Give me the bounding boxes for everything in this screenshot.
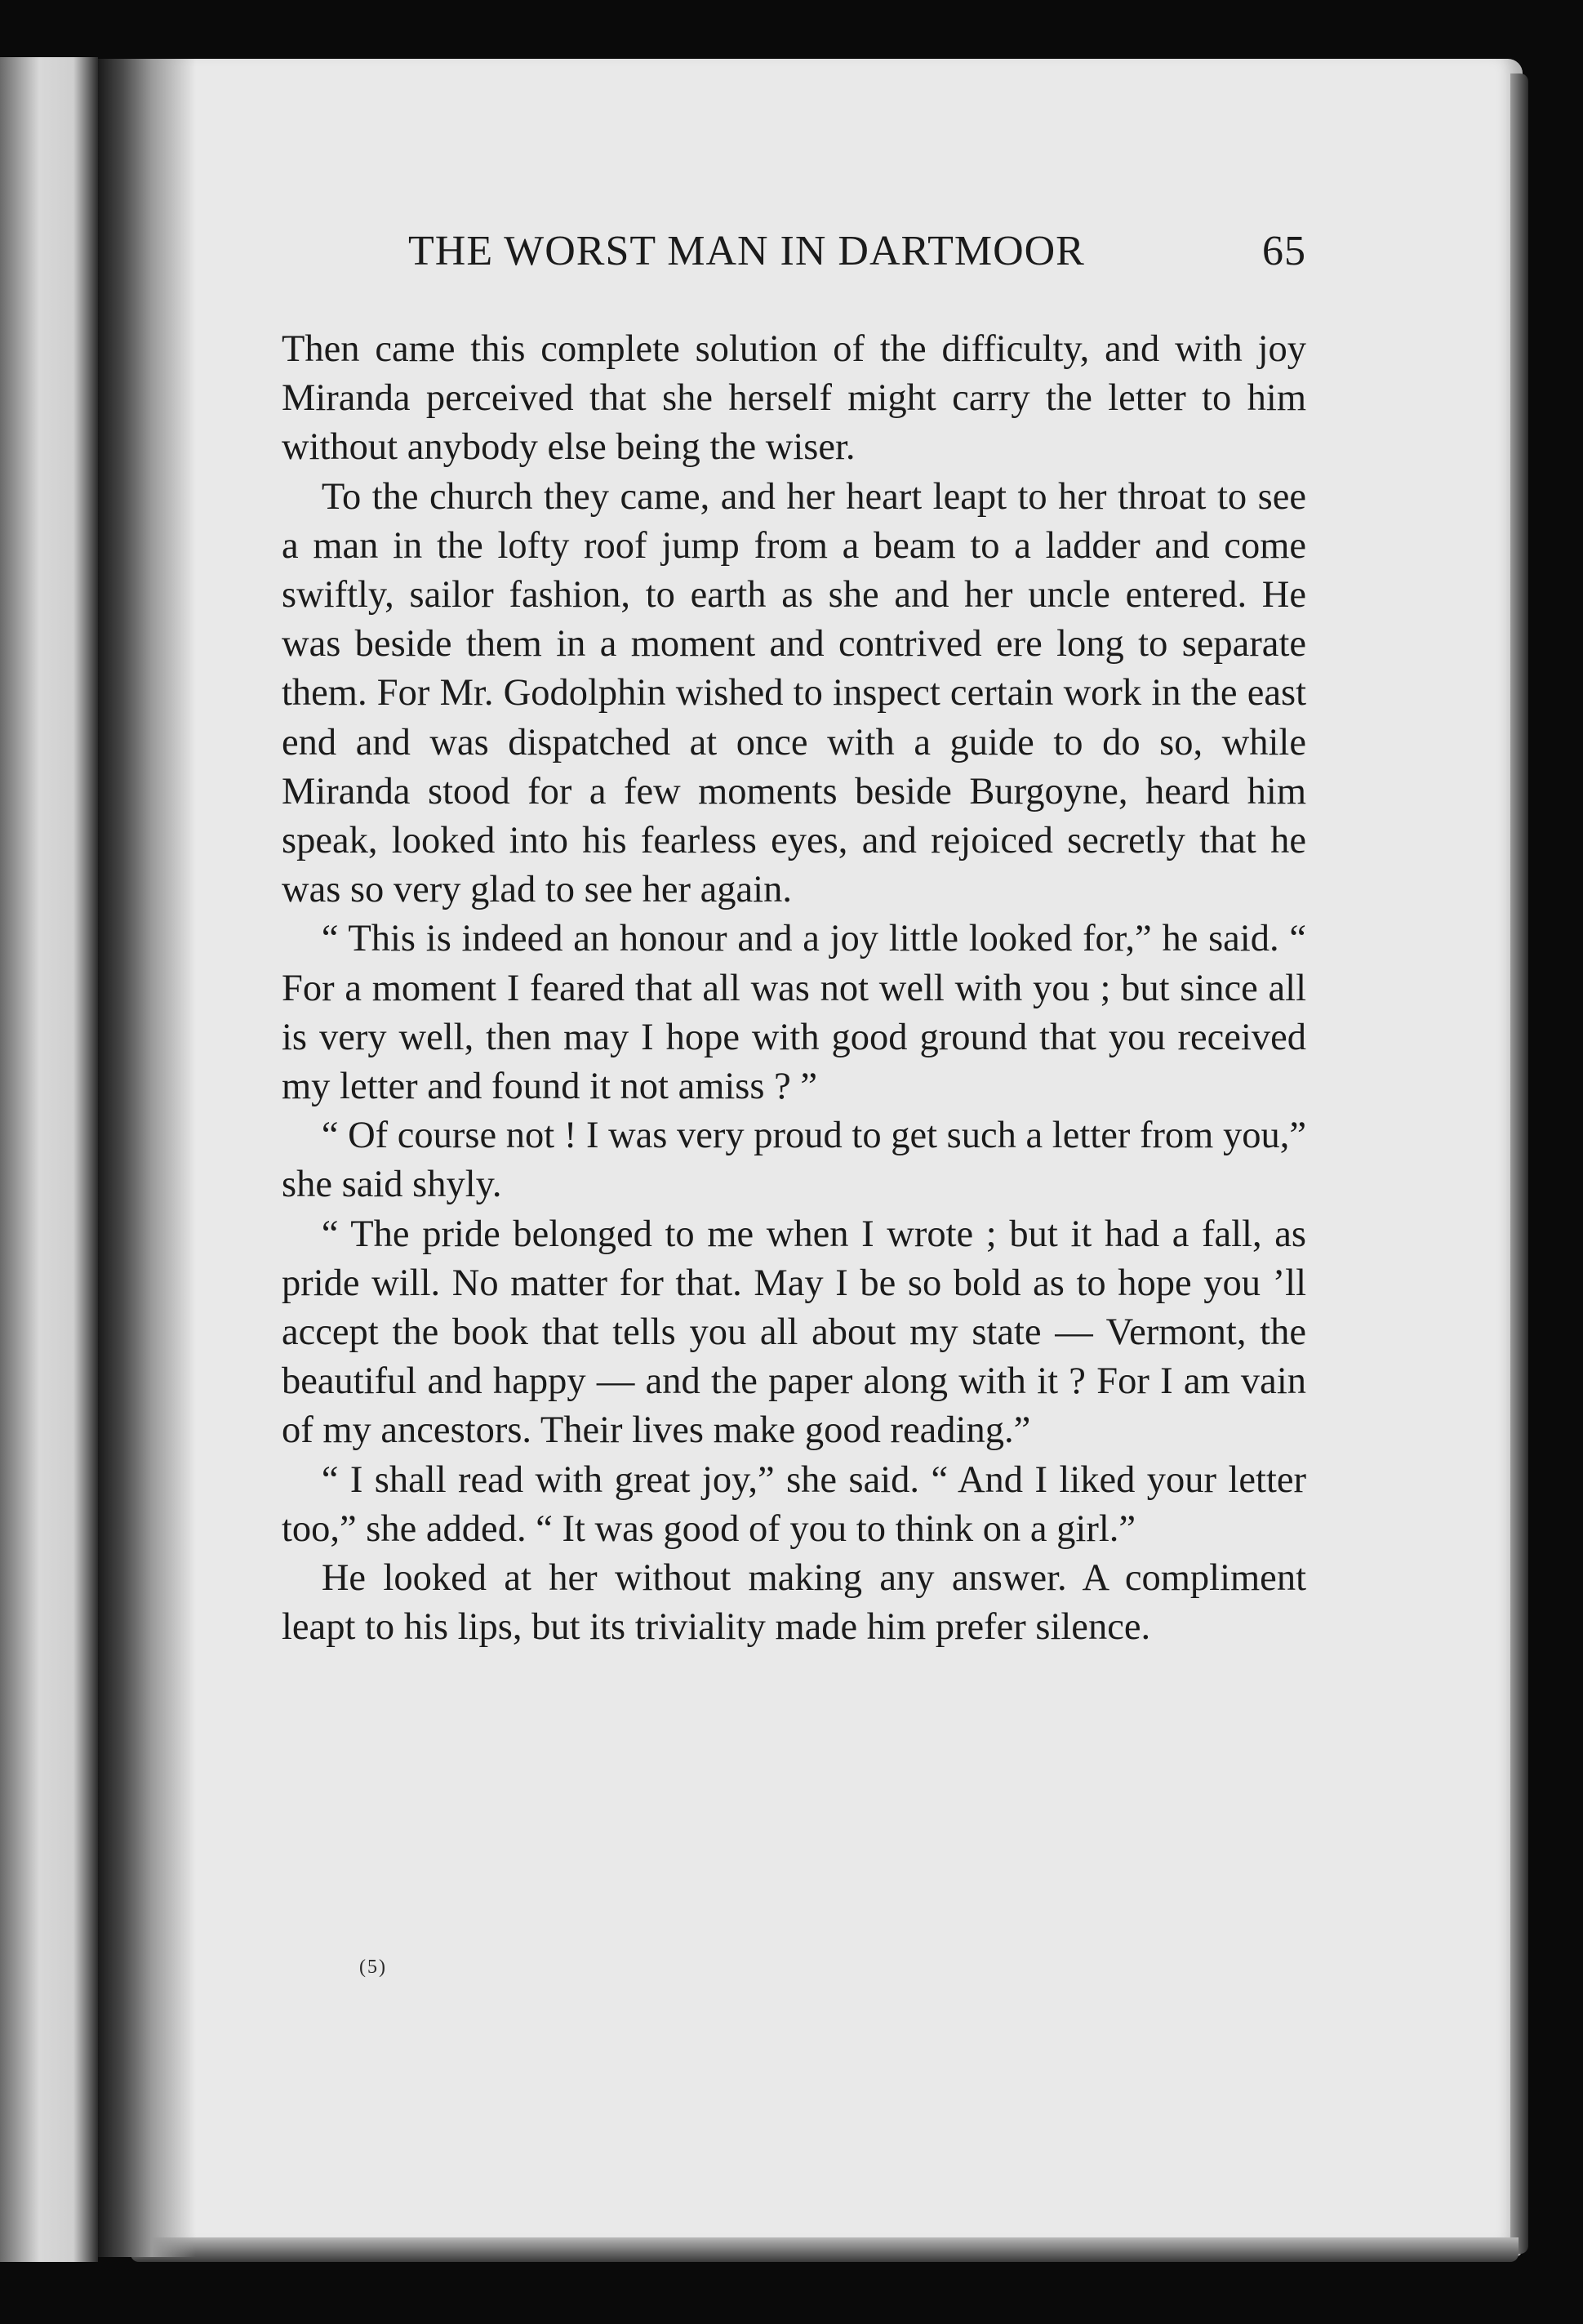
page-number: 65 [1262, 228, 1306, 274]
running-head-title: THE WORST MAN IN DARTMOOR [408, 228, 1085, 274]
right-page-edge [1510, 73, 1528, 2254]
paragraph: Then came this complete solution of the difficulty, and with joy Miranda perceived that she herself might carry the letter to him without anybody else being the wiser. [282, 328, 1306, 469]
paragraph: “ Of course not ! I was very proud to get such a letter from you,” she said shyly. [282, 1115, 1306, 1206]
running-head [278, 227, 1306, 292]
left-page-edge [0, 57, 98, 2262]
paragraph: He looked at her without making any answer. A compliment leapt to his lips, but its triviality made him prefer silence. [282, 1557, 1306, 1649]
body-text [282, 325, 1306, 1652]
paragraph: To the church they came, and her heart leapt to her throat to see a man in the lofty roof jump from a beam to a ladder and come swiftly, sailor fashion, to earth as she and her uncle entered. He was beside them in a moment and contrived ere long to separate them. For Mr. Godolphin wished to inspect certain work in the east end and was dispatched at once with a guide to do so, while Miranda stood for a few moments beside Burgoyne, heard him speak, looked into his fearless eyes, and rejoiced secretly that he was so very glad to see her again. [282, 475, 1306, 911]
bottom-page-edge [131, 2237, 1519, 2262]
paragraph: “ I shall read with great joy,” she said. “ And I liked your letter too,” she added. “ It was good of you to think on a girl.” [282, 1458, 1306, 1550]
paragraph: “ The pride belonged to me when I wrote ; but it had a fall, as pride will. No matter for that. May I be so bold as to hope you ’ll accept the book that tells you all about my state — Vermont, the beautiful and happy — and the paper along with it ? For I am vain of my ancestors. Their lives make good reading.” [282, 1213, 1306, 1452]
signature-mark: (5) [359, 1957, 387, 1978]
paragraph: “ This is indeed an honour and a joy little looked for,” he said. “ For a moment I feared that all was not well with you ; but since all is very well, then may I hope with good ground that you received my letter and found it not amiss ? ” [282, 918, 1306, 1108]
